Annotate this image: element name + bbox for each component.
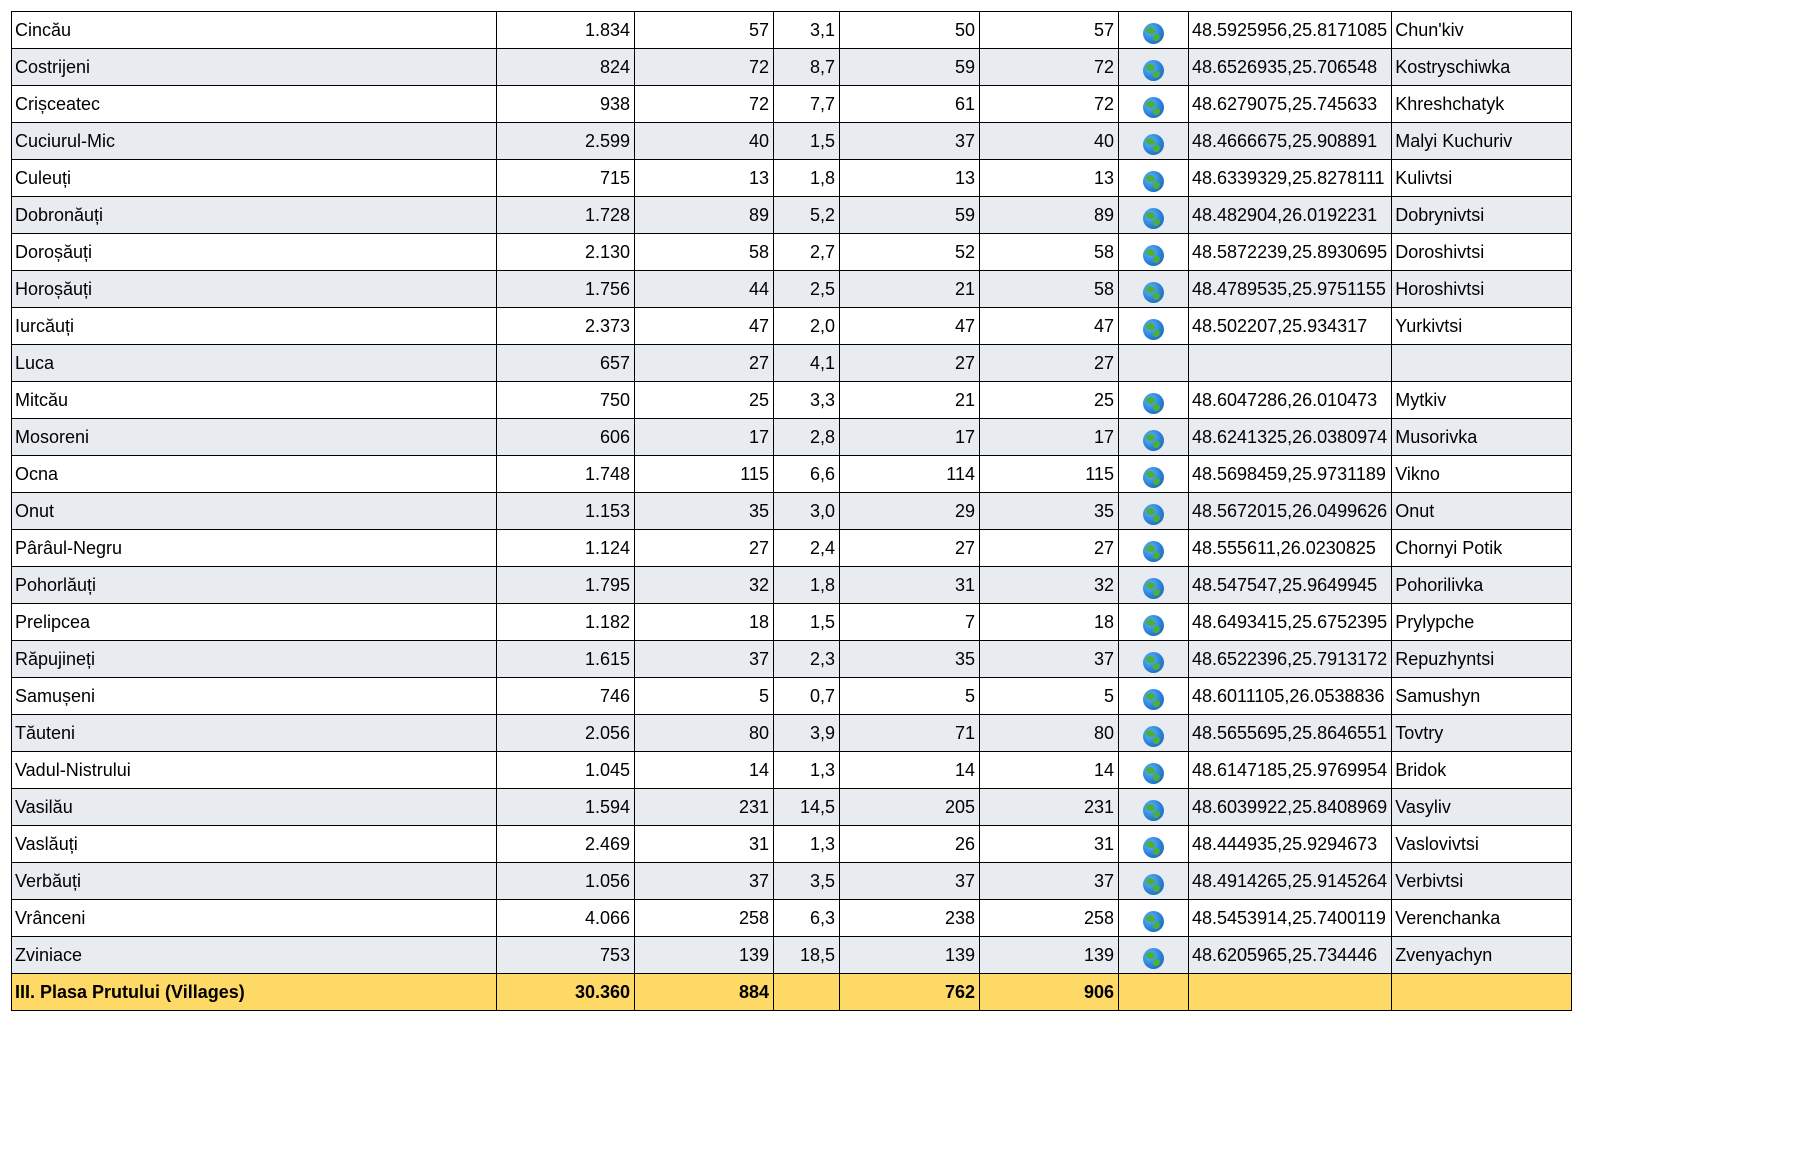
count-b-cell[interactable]: 71 — [840, 715, 980, 752]
count-cell[interactable]: 27 — [635, 530, 774, 567]
table-row — [12, 604, 1572, 641]
percent-cell[interactable]: 5,2 — [774, 197, 840, 234]
village-name-cell[interactable]: Zviniace — [12, 937, 497, 974]
count-cell[interactable]: 27 — [635, 345, 774, 382]
table-row — [12, 493, 1572, 530]
coordinates-cell[interactable]: 48.5872239,25.8930695 — [1189, 234, 1392, 271]
globe-icon[interactable] — [1143, 393, 1164, 414]
population-cell[interactable]: 1.045 — [497, 752, 635, 789]
coordinates-cell[interactable]: 48.4666675,25.908891 — [1189, 123, 1392, 160]
count-cell[interactable]: 115 — [635, 456, 774, 493]
village-name-cell[interactable]: Pârâul-Negru — [12, 530, 497, 567]
population-cell[interactable]: 2.130 — [497, 234, 635, 271]
count-b-cell[interactable]: 21 — [840, 382, 980, 419]
count-c-cell[interactable]: 258 — [980, 900, 1119, 937]
percent-cell[interactable]: 18,5 — [774, 937, 840, 974]
table-row — [12, 900, 1572, 937]
coordinates-cell[interactable]: 48.6039922,25.8408969 — [1189, 789, 1392, 826]
count-b-cell[interactable]: 139 — [840, 937, 980, 974]
population-cell[interactable]: 746 — [497, 678, 635, 715]
count-c-cell[interactable]: 32 — [980, 567, 1119, 604]
coordinates-cell[interactable]: 48.6147185,25.9769954 — [1189, 752, 1392, 789]
table-row — [12, 789, 1572, 826]
percent-cell[interactable]: 3,9 — [774, 715, 840, 752]
coordinates-cell[interactable]: 48.6047286,26.010473 — [1189, 382, 1392, 419]
total-count-c-cell[interactable]: 906 — [980, 974, 1119, 1011]
percent-cell[interactable]: 1,5 — [774, 123, 840, 160]
village-name-cell[interactable]: Vasilău — [12, 789, 497, 826]
coordinates-cell[interactable]: 48.6241325,26.0380974 — [1189, 419, 1392, 456]
percent-cell[interactable]: 4,1 — [774, 345, 840, 382]
count-c-cell[interactable]: 18 — [980, 604, 1119, 641]
population-cell[interactable]: 1.124 — [497, 530, 635, 567]
percent-cell[interactable]: 8,7 — [774, 49, 840, 86]
coordinates-cell[interactable]: 48.5672015,26.0499626 — [1189, 493, 1392, 530]
globe-icon[interactable] — [1143, 615, 1164, 636]
count-b-cell[interactable]: 31 — [840, 567, 980, 604]
total-map-link-cell[interactable] — [1119, 974, 1189, 1011]
percent-cell[interactable]: 1,5 — [774, 604, 840, 641]
village-name-cell[interactable]: Cincău — [12, 12, 497, 49]
modern-name-cell[interactable]: Verenchanka — [1392, 900, 1572, 937]
count-c-cell[interactable]: 25 — [980, 382, 1119, 419]
table-row — [12, 86, 1572, 123]
population-cell[interactable]: 938 — [497, 86, 635, 123]
count-b-cell[interactable]: 26 — [840, 826, 980, 863]
count-cell[interactable]: 31 — [635, 826, 774, 863]
count-c-cell[interactable]: 37 — [980, 641, 1119, 678]
count-b-cell[interactable]: 50 — [840, 12, 980, 49]
modern-name-cell[interactable]: Prylypche — [1392, 604, 1572, 641]
map-link-cell[interactable] — [1119, 419, 1189, 456]
modern-name-cell[interactable]: Khreshchatyk — [1392, 86, 1572, 123]
count-cell[interactable]: 5 — [635, 678, 774, 715]
count-c-cell[interactable]: 139 — [980, 937, 1119, 974]
village-name-cell[interactable]: Vaslăuți — [12, 826, 497, 863]
coordinates-cell[interactable]: 48.5925956,25.8171085 — [1189, 12, 1392, 49]
globe-icon[interactable] — [1143, 652, 1164, 673]
percent-cell[interactable]: 14,5 — [774, 789, 840, 826]
count-cell[interactable]: 139 — [635, 937, 774, 974]
count-b-cell[interactable]: 52 — [840, 234, 980, 271]
count-c-cell[interactable]: 35 — [980, 493, 1119, 530]
globe-icon[interactable] — [1143, 319, 1164, 340]
coordinates-cell[interactable] — [1189, 345, 1392, 382]
count-cell[interactable]: 14 — [635, 752, 774, 789]
globe-icon[interactable] — [1143, 726, 1164, 747]
count-b-cell[interactable]: 27 — [840, 530, 980, 567]
count-c-cell[interactable]: 80 — [980, 715, 1119, 752]
globe-icon[interactable] — [1143, 911, 1164, 932]
table-row — [12, 456, 1572, 493]
percent-cell[interactable]: 2,3 — [774, 641, 840, 678]
table-row — [12, 271, 1572, 308]
count-cell[interactable]: 231 — [635, 789, 774, 826]
globe-icon[interactable] — [1143, 245, 1164, 266]
village-name-cell[interactable]: Verbăuți — [12, 863, 497, 900]
count-c-cell[interactable]: 47 — [980, 308, 1119, 345]
coordinates-cell[interactable]: 48.547547,25.9649945 — [1189, 567, 1392, 604]
percent-cell[interactable]: 2,5 — [774, 271, 840, 308]
table-row — [12, 530, 1572, 567]
count-cell[interactable]: 57 — [635, 12, 774, 49]
population-cell[interactable]: 2.373 — [497, 308, 635, 345]
total-count-cell[interactable]: 884 — [635, 974, 774, 1011]
percent-cell[interactable]: 1,8 — [774, 160, 840, 197]
map-link-cell[interactable] — [1119, 160, 1189, 197]
percent-cell[interactable]: 2,7 — [774, 234, 840, 271]
count-b-cell[interactable]: 17 — [840, 419, 980, 456]
modern-name-cell[interactable]: Dobrynivtsi — [1392, 197, 1572, 234]
globe-icon[interactable] — [1143, 874, 1164, 895]
percent-cell[interactable]: 1,3 — [774, 826, 840, 863]
modern-name-cell[interactable]: Vasyliv — [1392, 789, 1572, 826]
population-cell[interactable]: 606 — [497, 419, 635, 456]
count-b-cell[interactable]: 37 — [840, 123, 980, 160]
coordinates-cell[interactable]: 48.555611,26.0230825 — [1189, 530, 1392, 567]
count-b-cell[interactable]: 5 — [840, 678, 980, 715]
modern-name-cell[interactable]: Mytkiv — [1392, 382, 1572, 419]
modern-name-cell[interactable]: Musorivka — [1392, 419, 1572, 456]
globe-icon[interactable] — [1143, 837, 1164, 858]
population-cell[interactable]: 753 — [497, 937, 635, 974]
total-village-name-cell[interactable]: III. Plasa Prutului (Villages) — [12, 974, 497, 1011]
count-cell[interactable]: 37 — [635, 863, 774, 900]
modern-name-cell[interactable]: Chun'kiv — [1392, 12, 1572, 49]
village-name-cell[interactable]: Onut — [12, 493, 497, 530]
modern-name-cell[interactable] — [1392, 345, 1572, 382]
percent-cell[interactable]: 1,8 — [774, 567, 840, 604]
table-row — [12, 937, 1572, 974]
count-b-cell[interactable]: 47 — [840, 308, 980, 345]
modern-name-cell[interactable]: Samushyn — [1392, 678, 1572, 715]
count-cell[interactable]: 44 — [635, 271, 774, 308]
population-cell[interactable]: 4.066 — [497, 900, 635, 937]
population-cell[interactable]: 1.756 — [497, 271, 635, 308]
table-row — [12, 160, 1572, 197]
coordinates-cell[interactable]: 48.5453914,25.7400119 — [1189, 900, 1392, 937]
count-b-cell[interactable]: 59 — [840, 197, 980, 234]
map-link-cell[interactable] — [1119, 493, 1189, 530]
table-row — [12, 12, 1572, 49]
count-c-cell[interactable]: 231 — [980, 789, 1119, 826]
coordinates-cell[interactable]: 48.6493415,25.6752395 — [1189, 604, 1392, 641]
globe-icon[interactable] — [1143, 208, 1164, 229]
coordinates-cell[interactable]: 48.502207,25.934317 — [1189, 308, 1392, 345]
percent-cell[interactable]: 3,5 — [774, 863, 840, 900]
coordinates-cell[interactable]: 48.4789535,25.9751155 — [1189, 271, 1392, 308]
globe-icon[interactable] — [1143, 430, 1164, 451]
modern-name-cell[interactable]: Verbivtsi — [1392, 863, 1572, 900]
percent-cell[interactable]: 7,7 — [774, 86, 840, 123]
map-link-cell[interactable] — [1119, 715, 1189, 752]
village-name-cell[interactable]: Culeuți — [12, 160, 497, 197]
village-name-cell[interactable]: Crișceatec — [12, 86, 497, 123]
map-link-cell[interactable] — [1119, 456, 1189, 493]
village-name-cell[interactable]: Pohorlăuți — [12, 567, 497, 604]
percent-cell[interactable]: 3,0 — [774, 493, 840, 530]
map-link-cell[interactable] — [1119, 604, 1189, 641]
village-name-cell[interactable]: Vadul-Nistrului — [12, 752, 497, 789]
village-name-cell[interactable]: Ocna — [12, 456, 497, 493]
population-cell[interactable]: 1.795 — [497, 567, 635, 604]
count-c-cell[interactable]: 5 — [980, 678, 1119, 715]
map-link-cell[interactable] — [1119, 937, 1189, 974]
modern-name-cell[interactable]: Repuzhyntsi — [1392, 641, 1572, 678]
map-link-cell[interactable] — [1119, 789, 1189, 826]
table-row — [12, 678, 1572, 715]
globe-icon[interactable] — [1143, 541, 1164, 562]
map-link-cell[interactable] — [1119, 863, 1189, 900]
map-link-cell[interactable] — [1119, 900, 1189, 937]
count-c-cell[interactable]: 13 — [980, 160, 1119, 197]
globe-icon[interactable] — [1143, 763, 1164, 784]
table-row — [12, 123, 1572, 160]
population-cell[interactable]: 1.615 — [497, 641, 635, 678]
population-cell[interactable]: 1.748 — [497, 456, 635, 493]
count-b-cell[interactable]: 13 — [840, 160, 980, 197]
map-link-cell[interactable] — [1119, 234, 1189, 271]
map-link-cell[interactable] — [1119, 271, 1189, 308]
map-link-cell[interactable] — [1119, 641, 1189, 678]
population-cell[interactable]: 1.594 — [497, 789, 635, 826]
table-row — [12, 419, 1572, 456]
percent-cell[interactable]: 1,3 — [774, 752, 840, 789]
coordinates-cell[interactable]: 48.6279075,25.745633 — [1189, 86, 1392, 123]
count-b-cell[interactable]: 29 — [840, 493, 980, 530]
population-cell[interactable]: 2.469 — [497, 826, 635, 863]
map-link-cell[interactable] — [1119, 308, 1189, 345]
count-cell[interactable]: 25 — [635, 382, 774, 419]
count-c-cell[interactable]: 27 — [980, 345, 1119, 382]
village-name-cell[interactable]: Mitcău — [12, 382, 497, 419]
villages-table — [11, 11, 1572, 1011]
globe-icon[interactable] — [1143, 23, 1164, 44]
modern-name-cell[interactable]: Bridok — [1392, 752, 1572, 789]
total-coordinates-cell[interactable] — [1189, 974, 1392, 1011]
population-cell[interactable]: 1.153 — [497, 493, 635, 530]
map-link-cell[interactable] — [1119, 123, 1189, 160]
count-b-cell[interactable]: 27 — [840, 345, 980, 382]
map-link-cell[interactable] — [1119, 678, 1189, 715]
count-cell[interactable]: 47 — [635, 308, 774, 345]
count-c-cell[interactable]: 57 — [980, 12, 1119, 49]
population-cell[interactable]: 824 — [497, 49, 635, 86]
table-row — [12, 863, 1572, 900]
percent-cell[interactable]: 3,3 — [774, 382, 840, 419]
count-cell[interactable]: 18 — [635, 604, 774, 641]
percent-cell[interactable]: 3,1 — [774, 12, 840, 49]
map-link-cell[interactable] — [1119, 49, 1189, 86]
count-cell[interactable]: 58 — [635, 234, 774, 271]
modern-name-cell[interactable]: Chornyi Potik — [1392, 530, 1572, 567]
count-c-cell[interactable]: 31 — [980, 826, 1119, 863]
population-cell[interactable]: 1.182 — [497, 604, 635, 641]
population-cell[interactable]: 750 — [497, 382, 635, 419]
percent-cell[interactable]: 2,0 — [774, 308, 840, 345]
globe-icon[interactable] — [1143, 282, 1164, 303]
table-row — [12, 234, 1572, 271]
modern-name-cell[interactable]: Tovtry — [1392, 715, 1572, 752]
count-c-cell[interactable]: 27 — [980, 530, 1119, 567]
coordinates-cell[interactable]: 48.6011105,26.0538836 — [1189, 678, 1392, 715]
globe-icon[interactable] — [1143, 60, 1164, 81]
table-row — [12, 308, 1572, 345]
modern-name-cell[interactable]: Onut — [1392, 493, 1572, 530]
coordinates-cell[interactable]: 48.5698459,25.9731189 — [1189, 456, 1392, 493]
table-row — [12, 752, 1572, 789]
globe-icon[interactable] — [1143, 171, 1164, 192]
globe-icon[interactable] — [1143, 467, 1164, 488]
globe-icon[interactable] — [1143, 800, 1164, 821]
count-c-cell[interactable]: 72 — [980, 86, 1119, 123]
coordinates-cell[interactable]: 48.6205965,25.734446 — [1189, 937, 1392, 974]
count-b-cell[interactable]: 35 — [840, 641, 980, 678]
globe-icon[interactable] — [1143, 134, 1164, 155]
village-name-cell[interactable]: Luca — [12, 345, 497, 382]
table-row — [12, 826, 1572, 863]
population-cell[interactable]: 1.728 — [497, 197, 635, 234]
count-b-cell[interactable]: 61 — [840, 86, 980, 123]
globe-icon[interactable] — [1143, 504, 1164, 525]
total-row — [12, 974, 1572, 1011]
village-name-cell[interactable]: Dobronăuți — [12, 197, 497, 234]
count-c-cell[interactable]: 72 — [980, 49, 1119, 86]
percent-cell[interactable]: 2,4 — [774, 530, 840, 567]
total-percent-cell[interactable] — [774, 974, 840, 1011]
village-name-cell[interactable]: Prelipcea — [12, 604, 497, 641]
village-name-cell[interactable]: Cuciurul-Mic — [12, 123, 497, 160]
count-b-cell[interactable]: 114 — [840, 456, 980, 493]
count-b-cell[interactable]: 21 — [840, 271, 980, 308]
globe-icon[interactable] — [1143, 578, 1164, 599]
modern-name-cell[interactable]: Vikno — [1392, 456, 1572, 493]
count-cell[interactable]: 258 — [635, 900, 774, 937]
map-link-cell[interactable] — [1119, 826, 1189, 863]
population-cell[interactable]: 1.056 — [497, 863, 635, 900]
map-link-cell[interactable] — [1119, 530, 1189, 567]
count-c-cell[interactable]: 89 — [980, 197, 1119, 234]
count-b-cell[interactable]: 14 — [840, 752, 980, 789]
coordinates-cell[interactable]: 48.4914265,25.9145264 — [1189, 863, 1392, 900]
map-link-cell[interactable] — [1119, 382, 1189, 419]
village-name-cell[interactable]: Doroșăuți — [12, 234, 497, 271]
population-cell[interactable]: 2.056 — [497, 715, 635, 752]
modern-name-cell[interactable]: Zvenyachyn — [1392, 937, 1572, 974]
modern-name-cell[interactable]: Vaslovivtsi — [1392, 826, 1572, 863]
count-cell[interactable]: 40 — [635, 123, 774, 160]
globe-icon[interactable] — [1143, 97, 1164, 118]
population-cell[interactable]: 657 — [497, 345, 635, 382]
count-b-cell[interactable]: 238 — [840, 900, 980, 937]
percent-cell[interactable]: 6,3 — [774, 900, 840, 937]
globe-icon[interactable] — [1143, 689, 1164, 710]
map-link-cell[interactable] — [1119, 86, 1189, 123]
count-b-cell[interactable]: 205 — [840, 789, 980, 826]
total-population-cell[interactable]: 30.360 — [497, 974, 635, 1011]
village-name-cell[interactable]: Iurcăuți — [12, 308, 497, 345]
village-name-cell[interactable]: Mosoreni — [12, 419, 497, 456]
count-b-cell[interactable]: 37 — [840, 863, 980, 900]
village-name-cell[interactable]: Tăuteni — [12, 715, 497, 752]
table-row — [12, 715, 1572, 752]
modern-name-cell[interactable]: Pohorilivka — [1392, 567, 1572, 604]
count-cell[interactable]: 37 — [635, 641, 774, 678]
coordinates-cell[interactable]: 48.6522396,25.7913172 — [1189, 641, 1392, 678]
coordinates-cell[interactable]: 48.482904,26.0192231 — [1189, 197, 1392, 234]
percent-cell[interactable]: 0,7 — [774, 678, 840, 715]
count-c-cell[interactable]: 115 — [980, 456, 1119, 493]
coordinates-cell[interactable]: 48.6526935,25.706548 — [1189, 49, 1392, 86]
count-c-cell[interactable]: 58 — [980, 234, 1119, 271]
globe-icon[interactable] — [1143, 948, 1164, 969]
count-cell[interactable]: 80 — [635, 715, 774, 752]
modern-name-cell[interactable]: Horoshivtsi — [1392, 271, 1572, 308]
count-c-cell[interactable]: 40 — [980, 123, 1119, 160]
map-link-cell[interactable] — [1119, 752, 1189, 789]
count-cell[interactable]: 72 — [635, 86, 774, 123]
table-row — [12, 641, 1572, 678]
modern-name-cell[interactable]: Yurkivtsi — [1392, 308, 1572, 345]
population-cell[interactable]: 715 — [497, 160, 635, 197]
population-cell[interactable]: 1.834 — [497, 12, 635, 49]
map-link-cell — [1119, 345, 1189, 382]
count-c-cell[interactable]: 37 — [980, 863, 1119, 900]
count-c-cell[interactable]: 14 — [980, 752, 1119, 789]
coordinates-cell[interactable]: 48.5655695,25.8646551 — [1189, 715, 1392, 752]
count-cell[interactable]: 72 — [635, 49, 774, 86]
table-row — [12, 197, 1572, 234]
total-count-b-cell[interactable]: 762 — [840, 974, 980, 1011]
village-name-cell[interactable]: Costrijeni — [12, 49, 497, 86]
map-link-cell[interactable] — [1119, 12, 1189, 49]
total-modern-name-cell[interactable] — [1392, 974, 1572, 1011]
count-b-cell[interactable]: 59 — [840, 49, 980, 86]
modern-name-cell[interactable]: Kulivtsi — [1392, 160, 1572, 197]
count-cell[interactable]: 32 — [635, 567, 774, 604]
count-cell[interactable]: 89 — [635, 197, 774, 234]
count-c-cell[interactable]: 17 — [980, 419, 1119, 456]
count-b-cell[interactable]: 7 — [840, 604, 980, 641]
village-name-cell[interactable]: Horoșăuți — [12, 271, 497, 308]
count-cell[interactable]: 17 — [635, 419, 774, 456]
count-cell[interactable]: 35 — [635, 493, 774, 530]
percent-cell[interactable]: 2,8 — [774, 419, 840, 456]
map-link-cell[interactable] — [1119, 197, 1189, 234]
table-row — [12, 345, 1572, 382]
percent-cell[interactable]: 6,6 — [774, 456, 840, 493]
village-name-cell[interactable]: Samușeni — [12, 678, 497, 715]
table-row — [12, 567, 1572, 604]
modern-name-cell[interactable]: Kostryschiwka — [1392, 49, 1572, 86]
population-cell[interactable]: 2.599 — [497, 123, 635, 160]
spreadsheet — [11, 11, 1572, 1011]
coordinates-cell[interactable]: 48.6339329,25.8278111 — [1189, 160, 1392, 197]
count-cell[interactable]: 13 — [635, 160, 774, 197]
modern-name-cell[interactable]: Malyi Kuchuriv — [1392, 123, 1572, 160]
village-name-cell[interactable]: Răpujineți — [12, 641, 497, 678]
modern-name-cell[interactable]: Doroshivtsi — [1392, 234, 1572, 271]
coordinates-cell[interactable]: 48.444935,25.9294673 — [1189, 826, 1392, 863]
village-name-cell[interactable]: Vrânceni — [12, 900, 497, 937]
table-row — [12, 382, 1572, 419]
map-link-cell[interactable] — [1119, 567, 1189, 604]
table-row — [12, 49, 1572, 86]
count-c-cell[interactable]: 58 — [980, 271, 1119, 308]
